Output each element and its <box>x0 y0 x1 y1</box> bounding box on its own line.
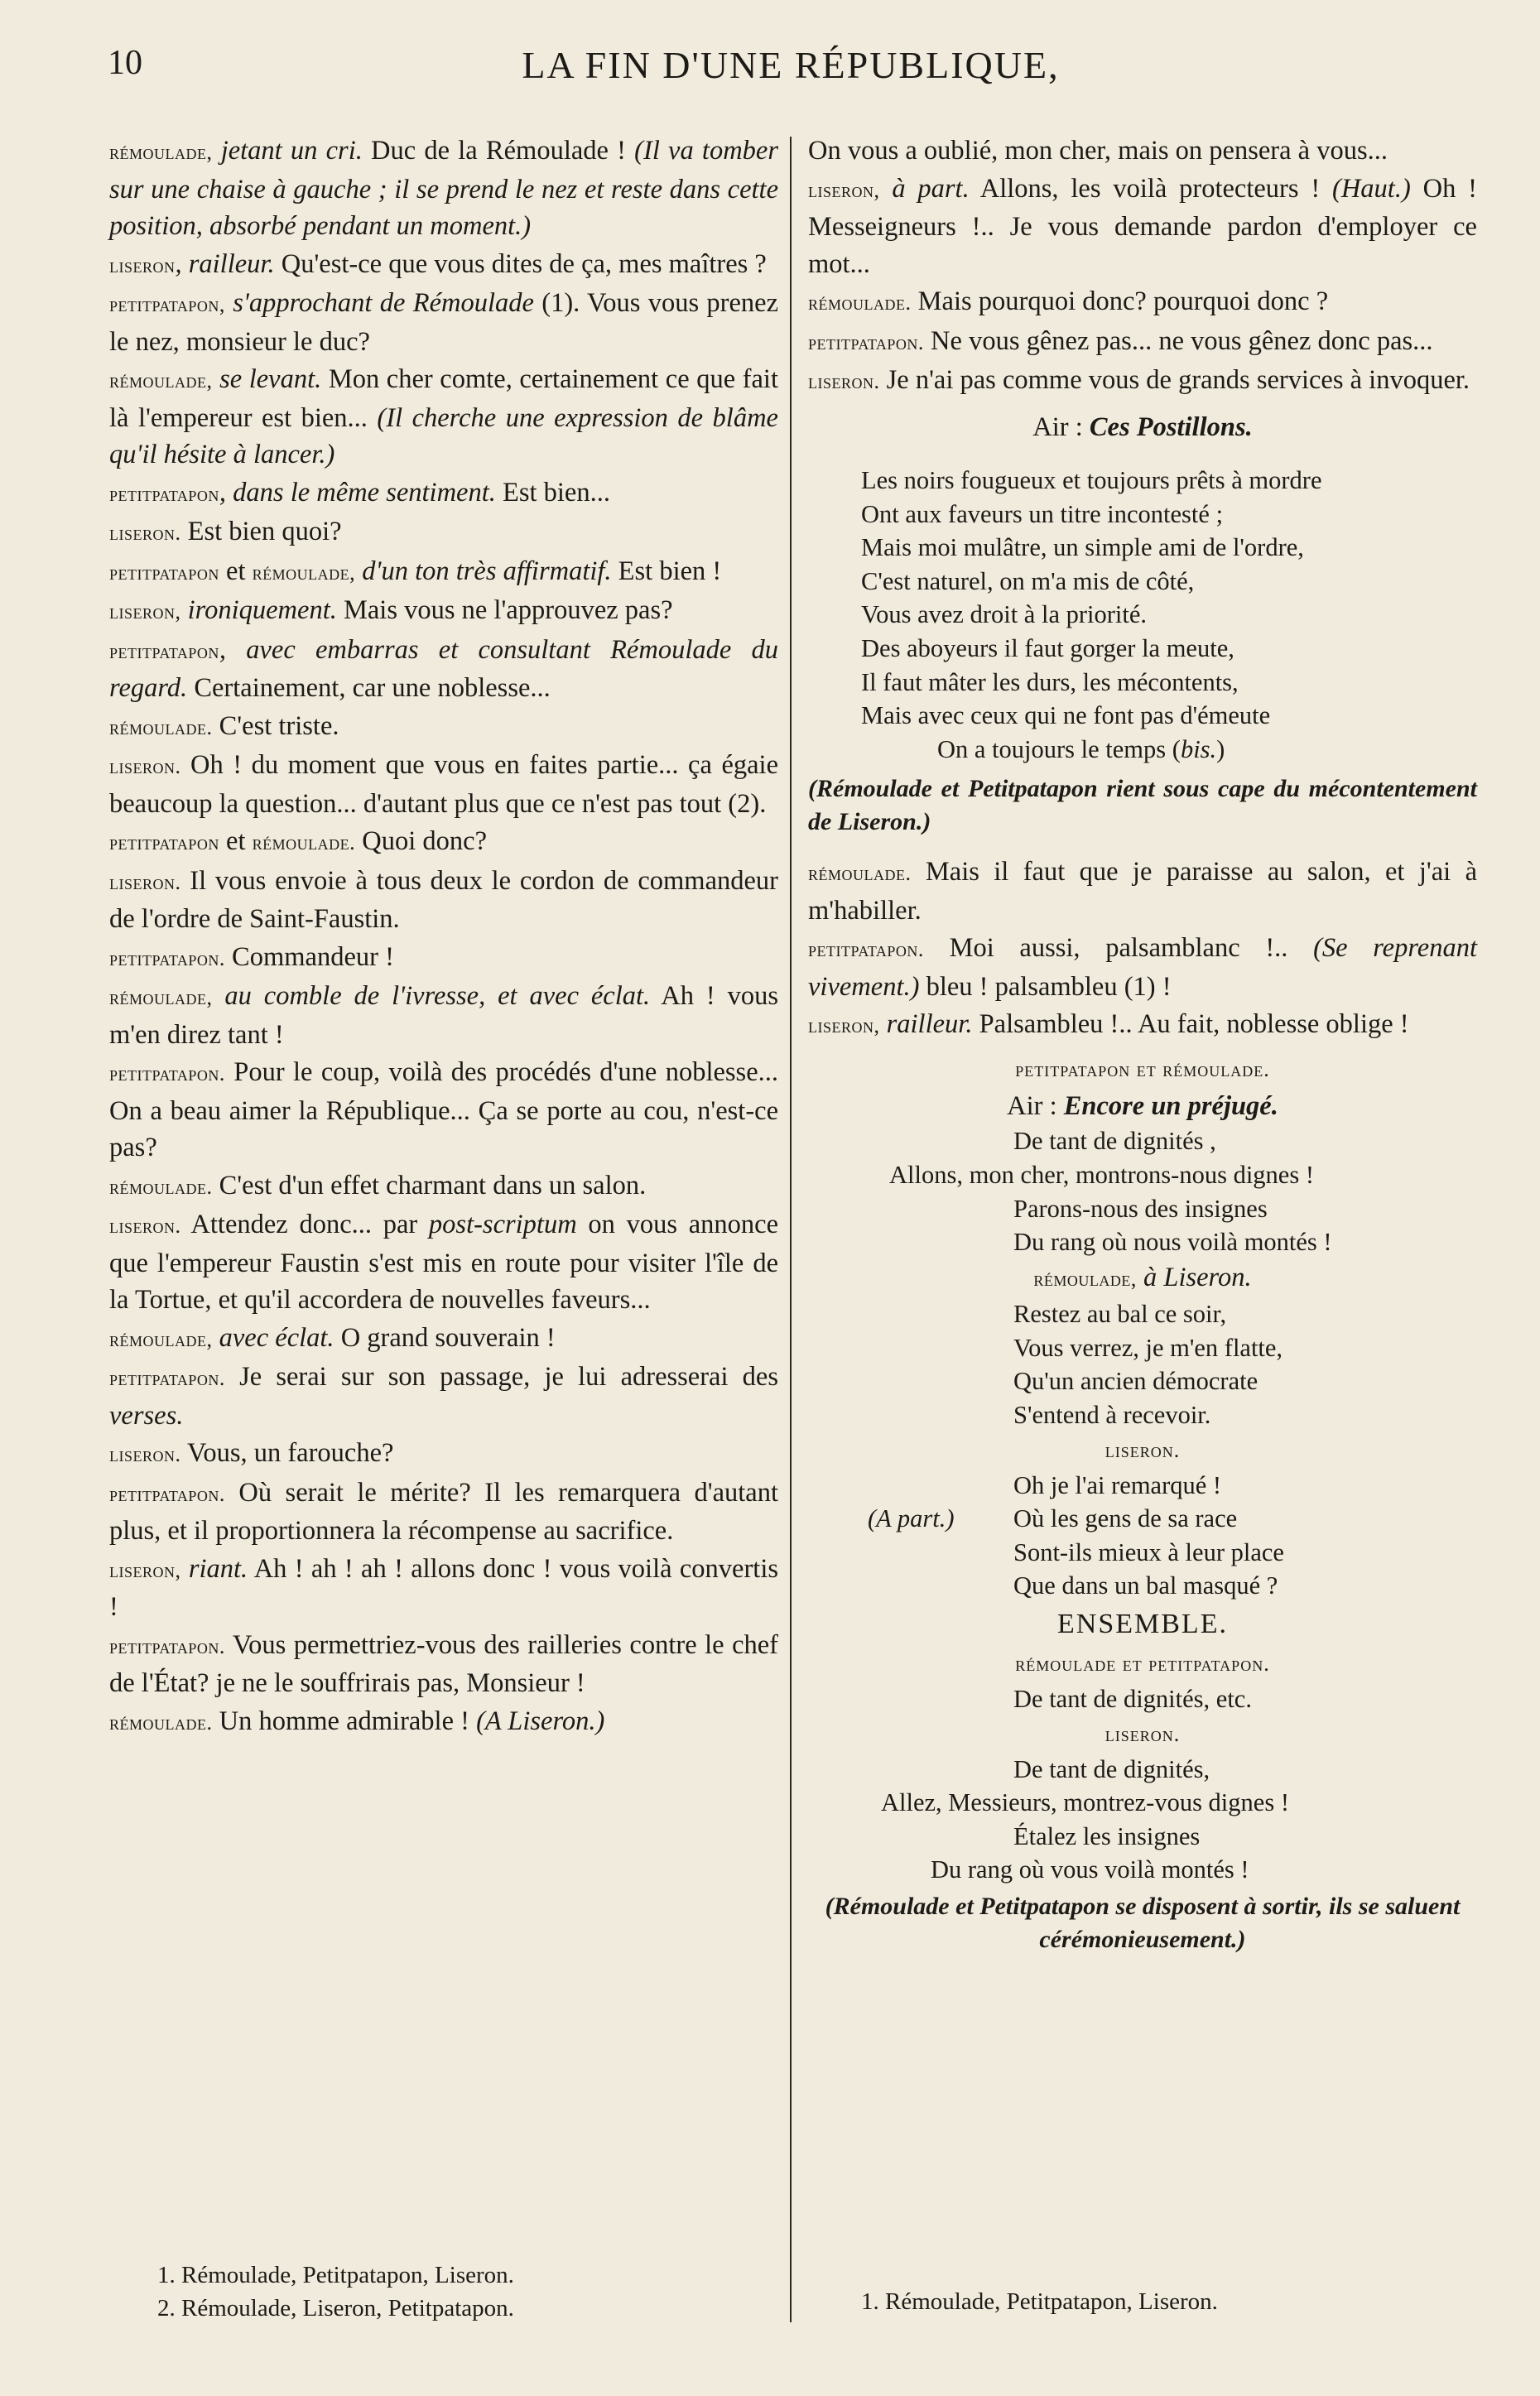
dialogue-paragraph: petitpatapon. Moi aussi, palsamblanc !.. (Se reprenant vivement.) bleu ! palsambleu (1) ! <box>808 933 1478 1002</box>
verse-line: De tant de dignités , <box>1013 1127 1216 1156</box>
dialogue-paragraph: liseron, riant. Ah ! ah ! ah ! allons donc ! vous voilà convertis ! <box>109 1553 778 1622</box>
dialogue-paragraph: rémoulade, au comble de l'ivresse, et avec éclat. Ah ! vous m'en direz tant ! <box>109 981 778 1050</box>
aside-direction: (A part.) <box>868 1504 955 1533</box>
column-divider <box>790 137 792 2322</box>
stage-direction: (Rémoulade et Petitpatapon rient sous cape du mécontentement de Liseron.) <box>808 775 1477 836</box>
dialogue-paragraph: petitpatapon, avec embarras et consultant Rémoulade du regard. Certainement, car une noblesse... <box>109 634 778 703</box>
page-number: 10 <box>108 44 142 82</box>
stanza <box>808 1682 1477 1716</box>
verse-line: (A part.) Où les gens de sa race <box>1013 1502 1477 1536</box>
dialogue-paragraph: petitpatapon. Je serai sur son passage, je lui adresserai des verses. <box>109 1362 778 1431</box>
verse-line: Restez au bal ce soir, <box>1013 1300 1227 1329</box>
dialogue-paragraph: liseron. Il vous envoie à tous deux le cordon de commandeur de l'ordre de Saint-Faustin. <box>109 865 778 934</box>
footnotes-right <box>861 2285 1218 2318</box>
song-verse <box>808 464 1477 766</box>
stanza <box>808 1753 1477 1887</box>
verse-line: S'entend à recevoir. <box>1013 1401 1211 1429</box>
dialogue-paragraph: liseron, railleur. Qu'est-ce que vous dites de ça, mes maîtres ? <box>109 248 767 279</box>
dialogue-paragraph: petitpatapon. Vous permettriez-vous des railleries contre le chef de l'État? je ne le souffrirais pas, Monsieur ! <box>109 1629 778 1698</box>
dialogue-paragraph: petitpatapon. Pour le coup, voilà des procédés d'une noblesse... On a beau aimer la République... Ça se porte au cou, n'est-ce pas? <box>109 1057 778 1162</box>
dialogue-paragraph: liseron. Je n'ai pas comme vous de grands services à invoquer. <box>808 365 1470 395</box>
footnote: 1. Rémoulade, Petitpatapon, Liseron. <box>157 2262 514 2288</box>
verse-line: Parons-nous des insignes <box>1013 1194 1268 1223</box>
dialogue-paragraph: petitpatapon. Ne vous gênez pas... ne vous gênez donc pas... <box>808 325 1433 356</box>
ensemble-heading: ENSEMBLE. <box>1057 1608 1228 1639</box>
verse-line: Allez, Messieurs, montrez-vous dignes ! <box>881 1788 1289 1817</box>
verse-line-last: On a toujours le temps (bis.) <box>937 734 1225 763</box>
air-heading: Air : Encore un préjugé. <box>1007 1090 1278 1121</box>
verse-line: Vous avez droit à la priorité. <box>861 600 1148 629</box>
dialogue-paragraph: liseron. Oh ! du moment que vous en faites partie... ça égaie beaucoup la question... d'autant plus que ce n'est pas tout (2). <box>109 750 778 819</box>
dialogue-paragraph: liseron, ironiquement. Mais vous ne l'approuvez pas? <box>109 595 673 625</box>
verse-line: Mais avec ceux qui ne font pas d'émeute <box>861 701 1271 730</box>
footnote: 1. Rémoulade, Petitpatapon, Liseron. <box>861 2288 1218 2315</box>
footnotes-left <box>157 2259 514 2325</box>
verse-line: Oh je l'ai remarqué ! <box>1013 1470 1222 1499</box>
left-column <box>109 132 778 1742</box>
speaker-heading: rémoulade, à Liseron. <box>1033 1262 1252 1292</box>
dialogue-paragraph: petitpatapon, dans le même sentiment. Est bien... <box>109 477 610 508</box>
dialogue-paragraph: rémoulade. Un homme admirable ! (A Liseron.) <box>109 1706 605 1736</box>
dialogue-paragraph: liseron, railleur. Palsambleu !.. Au fait, noblesse oblige ! <box>808 1009 1409 1040</box>
dialogue-paragraph: rémoulade, se levant. Mon cher comte, certainement ce que fait là l'empereur est bien... (Il cherche une expression de blâme qu'il hésite à lancer.) <box>109 364 778 469</box>
dialogue-paragraph: petitpatapon, s'approchant de Rémoulade (1). Vous vous prenez le nez, monsieur le duc? <box>109 288 779 357</box>
dialogue-paragraph: liseron, à part. Allons, les voilà protecteurs ! (Haut.) Oh ! Messeigneurs !.. Je vous demande pardon d'employer ce mot... <box>808 173 1478 279</box>
dialogue-paragraph: petitpatapon. Commandeur ! <box>109 941 394 972</box>
dialogue-paragraph: liseron. Attendez donc... par post-scriptum on vous annonce que l'empereur Faustin s'est mis en route pour visiter l'île de la Tortue, et qu'il accordera de nouvelles faveurs... <box>109 1210 778 1315</box>
verse-line: Ont aux faveurs un titre incontesté ; <box>861 499 1224 528</box>
dialogue-paragraph: petitpatapon et rémoulade. Quoi donc? <box>109 826 487 856</box>
footnote: 2. Rémoulade, Liseron, Petitpatapon. <box>157 2295 514 2321</box>
dialogue-paragraph: On vous a oublié, mon cher, mais on pensera à vous... <box>808 136 1388 166</box>
dialogue-paragraph: rémoulade, avec éclat. O grand souverain ! <box>109 1322 556 1353</box>
verse-line: Sont-ils mieux à leur place <box>1013 1537 1284 1566</box>
verse-line: Du rang où vous voilà montés ! <box>931 1855 1249 1884</box>
right-column <box>808 132 1477 1957</box>
dialogue-paragraph: rémoulade, jetant un cri. Duc de la Rémoulade ! (Il va tomber sur une chaise à gauche ; il se prend le nez et reste dans cette position, absorbé pendant un moment.) <box>109 136 778 241</box>
verse-line: Allons, mon cher, montrons-nous dignes ! <box>889 1160 1314 1189</box>
verse-line: Qu'un ancien démocrate <box>1013 1367 1258 1396</box>
verse-line: Vous verrez, je m'en flatte, <box>1013 1333 1283 1362</box>
speaker-heading: liseron. <box>1104 1437 1181 1462</box>
verse-line: Les noirs fougueux et toujours prêts à mordre <box>861 466 1322 494</box>
dialogue-paragraph: rémoulade. Mais pourquoi donc? pourquoi donc ? <box>808 286 1329 316</box>
running-title: LA FIN D'UNE RÉPUBLIQUE, <box>522 44 1060 86</box>
page-header <box>108 43 1474 93</box>
dialogue-paragraph: rémoulade. C'est d'un effet charmant dans un salon. <box>109 1170 647 1200</box>
stanza <box>808 1469 1477 1603</box>
verse-line: Du rang où nous voilà montés ! <box>1013 1228 1332 1257</box>
air-heading: Air : Ces Postillons. <box>1032 411 1253 442</box>
stanza <box>808 1124 1477 1258</box>
dialogue-paragraph: rémoulade. C'est triste. <box>109 710 339 741</box>
verse-line: De tant de dignités, <box>1013 1754 1210 1783</box>
dialogue-paragraph: liseron. Est bien quoi? <box>109 517 342 546</box>
stage-direction: (Rémoulade et Petitpatapon se disposent à sortir, ils se saluent cérémonieusement.) <box>825 1892 1461 1953</box>
verse-line: De tant de dignités, etc. <box>1013 1684 1252 1713</box>
stanza <box>808 1297 1477 1431</box>
verse-line: Il faut mâter les durs, les mécontents, <box>861 667 1239 696</box>
dialogue-paragraph: rémoulade. Mais il faut que je paraisse au salon, et j'ai à m'habiller. <box>808 857 1477 926</box>
speaker-heading: liseron. <box>1104 1721 1181 1746</box>
verse-line: C'est naturel, on m'a mis de côté, <box>861 566 1195 595</box>
verse-line: Mais moi mulâtre, un simple ami de l'ordre, <box>861 533 1304 562</box>
verse-line: Étalez les insignes <box>1013 1821 1201 1850</box>
verse-line: Des aboyeurs il faut gorger la meute, <box>861 633 1234 662</box>
dialogue-paragraph: petitpatapon et rémoulade, d'un ton très affirmatif. Est bien ! <box>109 556 722 586</box>
dialogue-paragraph: petitpatapon. Où serait le mérite? Il les remarquera d'autant plus, et il proportionnera la récompense au sacrifice. <box>109 1477 778 1546</box>
dialogue-paragraph: liseron. Vous, un farouche? <box>109 1438 394 1468</box>
verse-line: Que dans un bal masqué ? <box>1013 1571 1278 1600</box>
speaker-heading: petitpatapon et rémoulade. <box>1015 1056 1270 1081</box>
speaker-heading: rémoulade et petitpatapon. <box>1015 1651 1270 1676</box>
